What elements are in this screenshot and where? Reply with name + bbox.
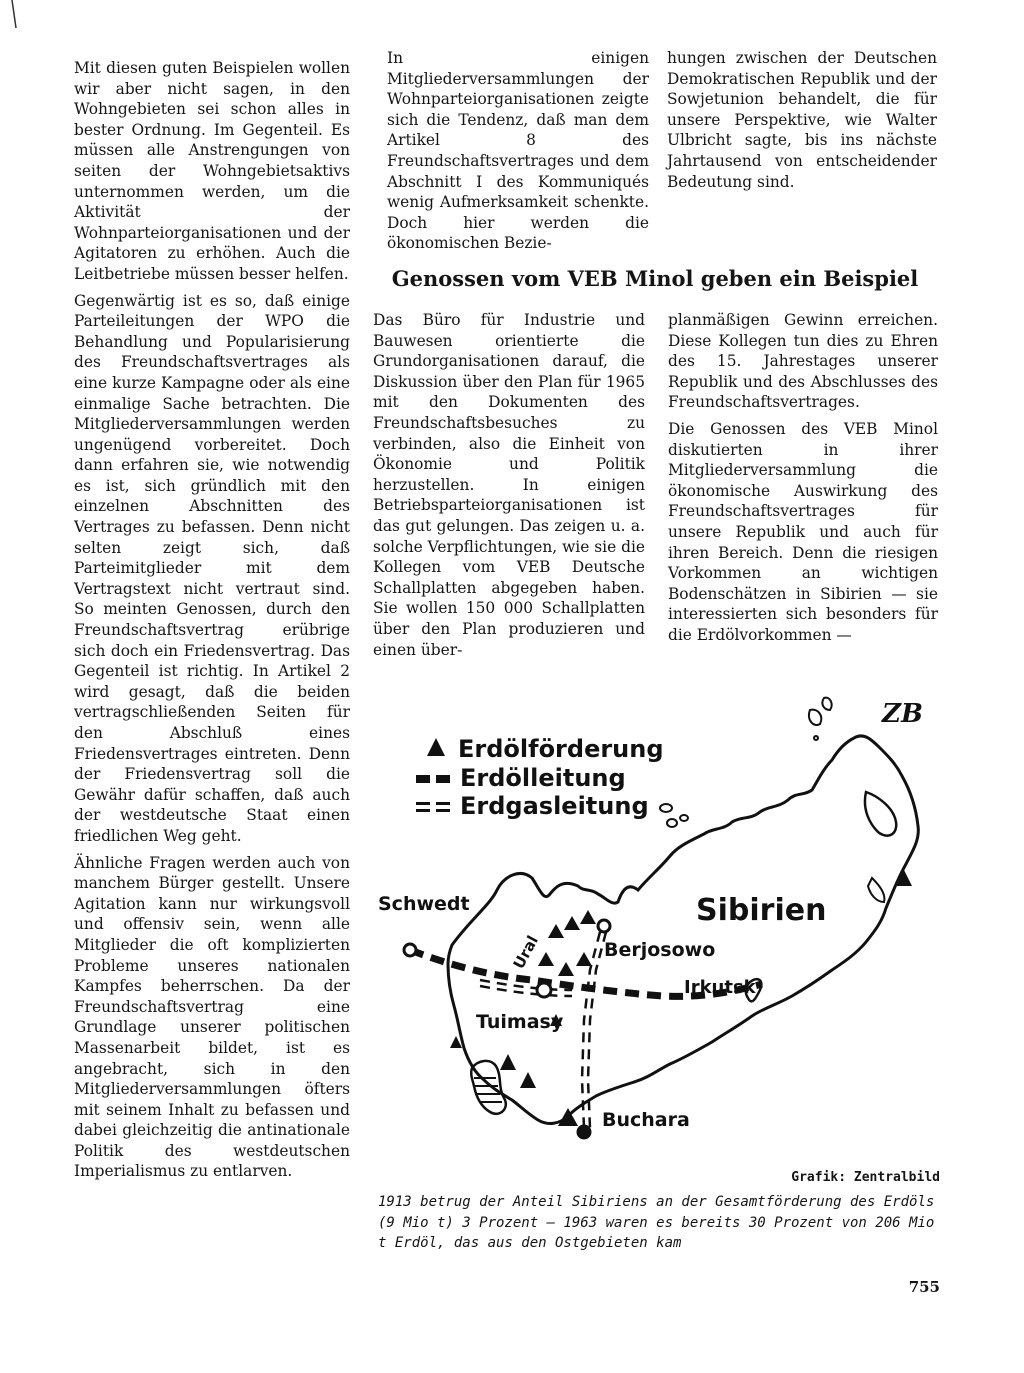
label-ural: Ural xyxy=(509,932,542,972)
col3-low-paragraph-2: Die Genossen des VEB Minol diskutierten in ihrer Mitgliederversammlung die ökonomische Auswirkung des Freundschaftsvertrages für unsere Republik und auch für ihren Bereich. Denn die riesigen Vorkommen an wichtigen Bodenschätzen in Sibirien — sie interessierten sich besonders für die Erdölvorkommen — xyxy=(668,419,938,644)
legend-triangle-icon xyxy=(427,738,445,756)
city-marker-buchara xyxy=(578,1126,590,1138)
legend-oil-production: Erdölförderung xyxy=(458,735,664,763)
column-3-top xyxy=(667,48,937,198)
col2-low-paragraph: Das Büro für Industrie und Bauwesen orientierte die Grundorganisationen darauf, die Diskussion über den Plan für 1965 mit den Dokumenten des Freundschaftsbesuches zu verbinden, also die Einheit von Ökonomie und Politik herzustellen. In einigen Betriebsparteiorganisationen ist das gut gelungen. Das zeigen u. a. solche Verpflichtungen, wie sie die Kollegen vom VEB Deutsche Schallplatten abgegeben haben. Sie wollen 150 000 Schallplatten über den Plan produzieren und einen über- xyxy=(373,311,645,659)
column-1 xyxy=(74,58,350,1188)
legend-oil-pipeline: Erdölleitung xyxy=(460,764,626,792)
col2-top-paragraph: In einigen Mitgliederversammlungen der Wohnparteiorganisationen zeigte sich die Tendenz, daß man dem Artikel 8 des Freundschaftsvertrages und dem Abschnitt I des Kommuniqués wenig Aufmerksamkeit schenkte. Doch hier werden die ökonomischen Bezie- xyxy=(387,49,649,253)
legend-oil-pipeline-icon xyxy=(416,775,450,783)
map-legend xyxy=(416,735,664,820)
col1-paragraph-1: Mit diesen guten Beispielen wollen wir aber nicht sagen, in den Wohngebieten sei schon alles in bester Ordnung. Im Gegenteil. Es müssen alle Anstrengungen von seiten der Wohngebietsaktivs unternommen werden, um die Aktivität der Wohnparteiorganisationen und der Agitatoren zu erhöhen. Auch die Leitbetriebe müssen besser helfen. xyxy=(74,59,350,283)
label-buchara: Buchara xyxy=(602,1109,690,1131)
map-caption: 1913 betrug der Anteil Sibiriens an der Gesamtförderung des Erdöls (9 Mio t) 3 Prozent — 1963 waren es bereits 30 Prozent von 206 Mio t Erdöl, das aus den Ostgebieten kam xyxy=(378,1194,935,1251)
label-berjosowo: Berjosowo xyxy=(604,939,716,961)
label-tuimasy: Tuimasy xyxy=(476,1011,564,1033)
signature-mark: ZB xyxy=(882,699,923,729)
city-marker-schwedt xyxy=(404,944,416,956)
label-schwedt: Schwedt xyxy=(378,893,470,915)
city-marker-berjosowo xyxy=(598,920,610,932)
map-island xyxy=(868,878,884,902)
col3-low-paragraph-1: planmäßigen Gewinn erreichen. Diese Kollegen tun dies zu Ehren des 15. Jahrestages unserer Republik und des Abschlusses des Freundschaftsvertrages. xyxy=(668,311,938,412)
page-number: 755 xyxy=(908,1278,940,1296)
siberia-oil-map xyxy=(372,680,952,1150)
col1-paragraph-2: Gegenwärtig ist es so, daß einige Parteileitungen der WPO die Behandlung und Popularisierung des Freundschaftsvertrages als eine kurze Kampagne oder als eine einmalige Sache betrachten. Die Mitgliederversammlungen werden ungenügend vorbereitet. Doch dann erfahren sie, wie notwendig es ist, sich gründlich mit den einzelnen Abschnitten des Vertrages zu befassen. Denn nicht selten zeigt sich, daß Parteimitglieder mit dem Vertragstext nicht vertraut sind. So meinten Genossen, durch den Freundschaftsvertrag erübrige sich doch ein Friedensvertrag. Das Gegenteil ist richtig. In Artikel 2 wird gesagt, daß die beiden vertragschließenden Seiten für den Abschluß eines Friedensvertrages eintreten. Denn der Friedensvertrag soll die Gewähr dafür schaffen, daß auch der westdeutsche Staat einen friedlichen Weg geht. xyxy=(74,291,350,845)
map-peninsula xyxy=(865,792,896,836)
legend-gas-pipeline: Erdgasleitung xyxy=(460,792,649,820)
graphic-credit: Grafik: Zentralbild xyxy=(791,1170,940,1185)
city-marker-tuimasy xyxy=(537,983,551,997)
section-heading: Genossen vom VEB Minol geben ein Beispiel xyxy=(391,266,919,291)
label-sibirien: Sibirien xyxy=(696,893,827,928)
map-arctic-islands xyxy=(660,698,832,827)
label-irkutsk: Irkutsk xyxy=(684,977,756,998)
column-2-top xyxy=(387,48,649,260)
column-2-lower xyxy=(373,310,645,666)
legend-gas-pipeline-icon xyxy=(416,802,450,812)
col3-top-paragraph: hungen zwischen der Deutschen Demokratischen Republik und der Sowjetunion behandelt, die für unsere Perspektive, wie Walter Ulbricht sagte, bis ins nächste Jahrtausend von entscheidender Bedeutung sind. xyxy=(667,49,937,191)
col1-paragraph-3: Ähnliche Fragen werden auch von manchem Bürger gestellt. Unsere Agitation kann nur wirkungsvoll und offensiv sein, wenn alle Mitglieder die oft komplizierten Probleme unseres nationalen Kampfes beherrschen. Da der Freundschaftsvertrag eine Grundlage unserer politischen Massenarbeit bildet, ist es angebracht, sich in den Mitgliederversammlungen öfters mit seinem Inhalt zu befassen und dabei gleichzeitig die antinationale Politik des westdeutschen Imperialismus zu entlarven. xyxy=(74,853,350,1181)
corner-mark xyxy=(6,0,26,30)
map-ural-mountains xyxy=(538,910,596,976)
column-3-lower xyxy=(668,310,938,652)
